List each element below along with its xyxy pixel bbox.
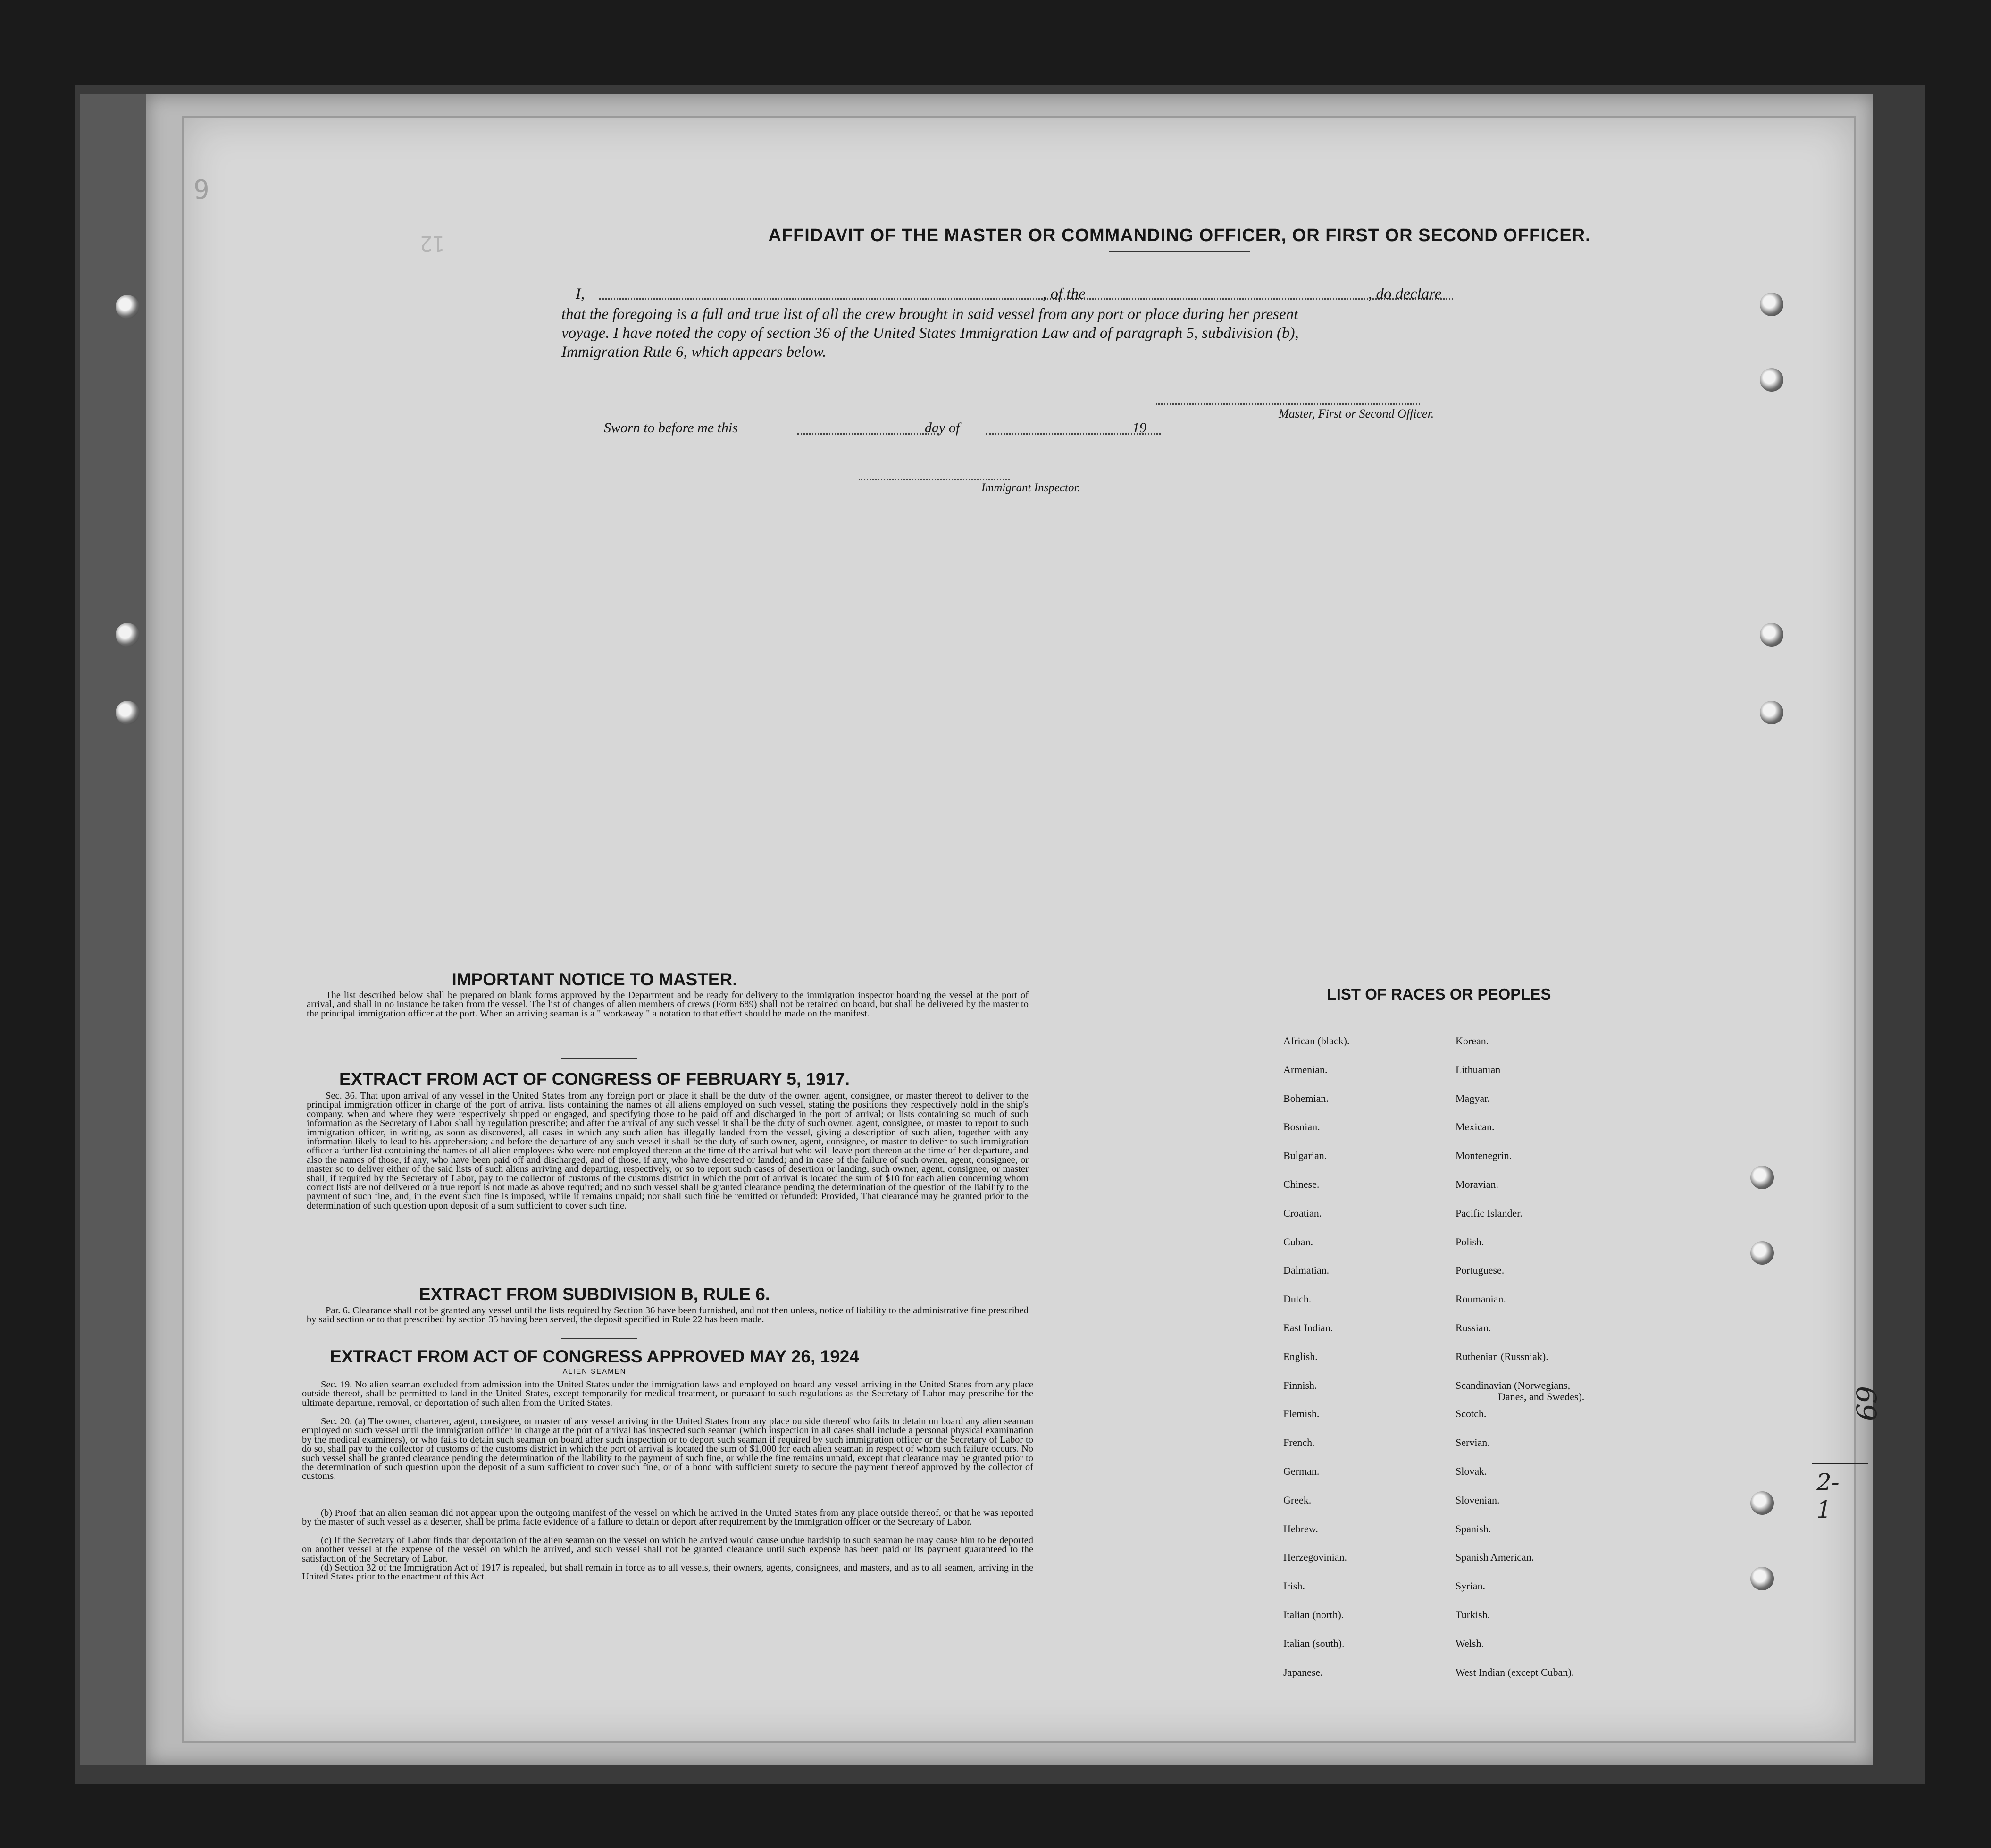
notice-body: The list described below shall be prepared on blank forms approved by the Department and be ready for delivery to the immigration inspector boarding the vessel at the port of arrival, and shall in no instance be taken from the vessel. The list of changes of alien members of crews (Form 689) shall not be retained on board, but shall be delivered by the master to the principal immigration officer at the port. When an arriving seaman is a " workaway " a notation to that effect should be made on the manifest.: [307, 990, 1029, 1019]
officer-signature-caption: Master, First or Second Officer.: [1279, 407, 1434, 420]
race-label: Roumanian.: [1456, 1293, 1506, 1305]
race-item: [1283, 1637, 1349, 1666]
binder-hole: [1750, 1166, 1774, 1189]
race-item: [1456, 1092, 1584, 1121]
race-item: [1456, 1207, 1584, 1235]
binder-hole: [1750, 1567, 1774, 1590]
race-label: Spanish.: [1456, 1522, 1491, 1535]
extract-1924-sec19: Sec. 19. No alien seaman excluded from admission into the United States under the immigration laws and employed on board any vessel arriving in the United States from any place outside thereof, shall be permitted to land in the United States, except temporarily for medical treatment, or pursuant to such regulations as the Secretary of Labor may prescribe for the ultimate departure, removal, or deportation of such alien from the United States.: [302, 1379, 1033, 1408]
races-right-column: [1456, 1034, 1584, 1694]
race-label: Russian.: [1456, 1321, 1491, 1334]
race-label: Italian (south).: [1283, 1637, 1345, 1649]
affidavit-line-i: I,: [576, 286, 585, 302]
race-label: Irish.: [1283, 1580, 1305, 1592]
extract-1924-sec20d: (d) Section 32 of the Immigration Act of 1917 is repealed, but shall remain in force as to all vessels, their owners, agents, consignees, and masters, and as to all seamen, arriving in the United States prior to the enactment of this Act.: [302, 1562, 1033, 1582]
race-item: [1456, 1321, 1584, 1350]
race-item: [1456, 1293, 1584, 1321]
extract-1917-body: Sec. 36. That upon arrival of any vessel in the United States from any foreign port or place it shall be the duty of the owner, agent, consignee, or master thereof to deliver to the principal immigration officer in charge of the port of arrival lists containing the names of all aliens employed on such vessel, stating the positions they respectively hold in the ship's company, when and where they were respectively shipped or engaged, and specifying those to be paid off and discharged in the port of arrival; or lists containing so much of such information as the Secretary of Labor shall by regulation prescribe; and after the arrival of any such vessel it shall be the duty of such owner, agent, consignee, or master to report to such immigration officer, in writing, as soon as discovered, all cases in which any such alien has illegally landed from the vessel, giving a description of such alien, together with any information likely to lead to his apprehension; and before the departure of any such vessel it shall be the duty of such owner, agent, consignee, or master to deliver to such immigration officer a further list containing the names of all alien employees who were not employed thereon at the time of the arrival but who will leave port thereon at the time of her departure, and also the names of those, if any, who have been paid off and discharged, and of those, if any, who have deserted or landed; and in case of the failure of such owner, agent, consignee, or master so to deliver either of the said lists of such aliens arriving and departing, respectively, or so to report such cases of desertion or landing, such owner, agent, consignee, or master shall, if required by the Secretary of Labor, pay to the collector of customs of the customs district in which the port of arrival is located the sum of $10 for each alien concerning whom correct lists are not delivered or a true report is not made as above required; and no such vessel shall be granted clearance pending the determination of the question of the liability to the payment of such fine, and, in the event such fine is imposed, while it remains unpaid; nor shall such fine be remitted or refunded: Provided, That clearance may be granted prior to the determination of such question upon deposit of a sum sufficient to cover such fine.: [307, 1091, 1029, 1211]
race-label: Armenian.: [1283, 1063, 1328, 1075]
bleed-through-number: 12: [420, 231, 445, 255]
race-label: German.: [1283, 1465, 1320, 1477]
race-label: Montenegrin.: [1456, 1150, 1512, 1162]
race-label: Pacific Islander.: [1456, 1207, 1523, 1219]
extract-1917-title: EXTRACT FROM ACT OF CONGRESS OF FEBRUARY 5, 1917.: [339, 1069, 850, 1089]
affidavit-line-declare: , do declare: [1368, 286, 1442, 302]
race-label: Korean.: [1456, 1035, 1489, 1047]
officer-signature-field[interactable]: [1156, 403, 1420, 405]
race-item: [1283, 1264, 1349, 1293]
race-label: Herzegovinian.: [1283, 1551, 1347, 1563]
race-item: [1456, 1436, 1584, 1465]
extract-rule6-body: Par. 6. Clearance shall not be granted any vessel until the lists required by Section 36 have been furnished, and not then unless, notice of liability to the administrative fine prescribed by said section or to that prescribed by section 35 having been served, the deposit specified in Rule 22 has been made.: [307, 1305, 1029, 1325]
extract-rule6-title: EXTRACT FROM SUBDIVISION B, RULE 6.: [418, 1285, 770, 1304]
extract-1924-title: EXTRACT FROM ACT OF CONGRESS APPROVED MAY 26, 1924: [330, 1347, 859, 1366]
race-item: [1456, 1178, 1584, 1207]
sworn-day-of: day of: [925, 420, 960, 436]
race-label: Spanish American.: [1456, 1551, 1534, 1563]
race-label: French.: [1283, 1436, 1315, 1449]
race-item: [1456, 1551, 1584, 1579]
race-label: Bosnian.: [1283, 1121, 1320, 1133]
race-item: [1283, 1178, 1349, 1207]
sworn-year-prefix: 19: [1132, 420, 1146, 436]
race-label: Syrian.: [1456, 1580, 1485, 1592]
race-label: Cuban.: [1283, 1235, 1313, 1248]
affidavit-heading: AFFIDAVIT OF THE MASTER OR COMMANDING OFFICER, OR FIRST OR SECOND OFFICER.: [768, 226, 1591, 245]
race-item: [1283, 1379, 1349, 1408]
sworn-text: Sworn to before me this: [604, 420, 738, 436]
race-item: [1456, 1637, 1584, 1666]
race-label: Moravian.: [1456, 1178, 1499, 1190]
race-item: [1283, 1522, 1349, 1551]
race-item: [1283, 1551, 1349, 1579]
race-item: [1456, 1235, 1584, 1264]
heading-rule: [1109, 251, 1250, 252]
race-item: [1456, 1407, 1584, 1436]
race-label: West Indian (except Cuban).: [1456, 1666, 1574, 1678]
race-item: [1283, 1608, 1349, 1637]
race-label: Greek.: [1283, 1494, 1312, 1506]
race-item: [1283, 1149, 1349, 1178]
binder-hole: [1750, 1491, 1774, 1515]
race-item: [1456, 1608, 1584, 1637]
race-item: [1283, 1092, 1349, 1121]
race-item: [1456, 1522, 1584, 1551]
race-label: Hebrew.: [1283, 1522, 1318, 1535]
race-label: Ruthenian (Russniak).: [1456, 1350, 1548, 1362]
binder-hole: [116, 623, 139, 647]
race-item: [1456, 1350, 1584, 1379]
affidavit-line-4: Immigration Rule 6, which appears below.: [561, 344, 827, 361]
race-item: [1283, 1494, 1349, 1522]
race-item: [1283, 1350, 1349, 1379]
race-item: [1456, 1579, 1584, 1608]
binder-hole: [116, 701, 139, 724]
race-label: Italian (north).: [1283, 1608, 1344, 1621]
race-label: Welsh.: [1456, 1637, 1484, 1649]
notice-rule: [561, 1058, 637, 1059]
binder-hole: [1760, 293, 1783, 316]
race-item: [1283, 1063, 1349, 1092]
race-label: Bulgarian.: [1283, 1150, 1327, 1162]
race-label: Dalmatian.: [1283, 1264, 1330, 1277]
binder-hole: [1760, 368, 1783, 392]
binder-hole: [1760, 701, 1783, 724]
race-item: [1283, 1235, 1349, 1264]
race-label: Scandinavian (Norwegians,: [1456, 1379, 1571, 1391]
race-item: [1456, 1666, 1584, 1695]
race-label: Magyar.: [1456, 1092, 1490, 1104]
handwritten-note-2: 2-1: [1816, 1469, 1840, 1523]
race-label: Chinese.: [1283, 1178, 1320, 1190]
race-label-continuation: Danes, and Swedes).: [1498, 1390, 1585, 1403]
races-title: LIST OF RACES OR PEOPLES: [1327, 985, 1551, 1003]
race-label: East Indian.: [1283, 1321, 1333, 1334]
race-label: Croatian.: [1283, 1207, 1322, 1219]
race-label: English.: [1283, 1350, 1318, 1362]
race-item: [1283, 1436, 1349, 1465]
races-left-column: [1283, 1034, 1349, 1694]
race-label: Polish.: [1456, 1235, 1484, 1248]
race-label: Dutch.: [1283, 1293, 1312, 1305]
race-label: Portuguese.: [1456, 1264, 1505, 1277]
race-label: Mexican.: [1456, 1121, 1495, 1133]
race-item: [1283, 1666, 1349, 1695]
race-label: African (black).: [1283, 1035, 1350, 1047]
race-item: [1456, 1494, 1584, 1522]
race-label: Slovak.: [1456, 1465, 1487, 1477]
race-label: Lithuanian: [1456, 1063, 1501, 1075]
race-label: Slovenian.: [1456, 1494, 1500, 1506]
race-label: Flemish.: [1283, 1408, 1320, 1420]
race-item: [1283, 1407, 1349, 1436]
race-label: Scotch.: [1456, 1408, 1487, 1420]
inspector-caption: Immigrant Inspector.: [981, 481, 1080, 494]
handwritten-rule: [1812, 1463, 1868, 1464]
extract-1924-sec20b: (b) Proof that an alien seaman did not appear upon the outgoing manifest of the vessel on which he arrived in the United States from any place outside thereof, or that he was reported by the master of such vessel as a deserter, shall be prima facie evidence of a failure to detain or deport after requirement by the immigration officer or the Secretary of Labor.: [302, 1508, 1033, 1528]
binder-hole: [116, 295, 139, 319]
binder-hole: [1750, 1241, 1774, 1265]
corner-mark: 9: [193, 175, 209, 205]
race-label: Turkish.: [1456, 1608, 1490, 1621]
race-label: Servian.: [1456, 1436, 1490, 1449]
race-item: [1283, 1321, 1349, 1350]
extract-rule6-rule: [561, 1338, 637, 1339]
binder-hole: [1760, 623, 1783, 647]
race-label: Japanese.: [1283, 1666, 1323, 1678]
inspector-signature-field[interactable]: [859, 479, 1010, 480]
extract-1924-sec20a: Sec. 20. (a) The owner, charterer, agent, consignee, or master of any vessel arriving in the United States from any place outside thereof who fails to detain on board any alien seaman employed on such vessel until the immigration officer in charge at the port of arrival has inspected such seaman (which inspection in all cases shall include a personal physical examination by the medical examiners), or who fails to detain such seaman on board after such inspection or to deport such seaman if required by such immigration officer or the Secretary of Labor to do so, shall pay to the collector of customs of the customs district in which the port of arrival is located the sum of $1,000 for each alien seaman in respect of whom such failure occurs. No such vessel shall be granted clearance pending the determination of the liability to the payment of such fine, or while the fine remains unpaid, except that clearance may be granted prior to the determination of such question upon the deposit of a sum sufficient to cover such fine, or of a bond with sufficient surety to secure the payment thereof approved by the collector of customs.: [302, 1416, 1033, 1482]
race-item: [1283, 1207, 1349, 1235]
race-item: [1283, 1293, 1349, 1321]
affidavit-line-2: that the foregoing is a full and true list of all the crew brought in said vessel from any port or place during her present: [561, 306, 1298, 323]
race-item: [1456, 1063, 1584, 1092]
race-item: [1456, 1149, 1584, 1178]
affidavit-line-of-the: , of the: [1043, 286, 1086, 302]
manifest-page: [184, 118, 1883, 1741]
race-item: [1456, 1465, 1584, 1494]
race-label: Finnish.: [1283, 1379, 1317, 1391]
race-item: [1283, 1579, 1349, 1608]
extract-1924-sec20c: (c) If the Secretary of Labor finds that deportation of the alien seaman on the vessel on which he arrived would cause undue hardship to such seaman he may cause him to be deported on another vessel at the expense of the vessel on which he arrived, and such vessel shall not be granted clearance until such expense has been paid or its payment guaranteed to the satisfaction of the Secretary of Labor.: [302, 1535, 1033, 1564]
race-item: [1456, 1034, 1584, 1063]
extract-1924-subtitle: ALIEN SEAMEN: [562, 1368, 627, 1376]
race-item: [1456, 1379, 1584, 1408]
race-item: [1283, 1120, 1349, 1149]
race-label: Bohemian.: [1283, 1092, 1329, 1104]
sworn-day-field[interactable]: [797, 433, 939, 435]
race-item: [1283, 1034, 1349, 1063]
affidavit-line-3: voyage. I have noted the copy of section 36 of the United States Immigration Law and of paragraph 5, subdivision (b),: [561, 325, 1299, 342]
notice-title: IMPORTANT NOTICE TO MASTER.: [452, 970, 737, 989]
handwritten-note-1: 69: [1850, 1386, 1883, 1421]
race-item: [1456, 1264, 1584, 1293]
race-item: [1456, 1120, 1584, 1149]
race-item: [1283, 1465, 1349, 1494]
